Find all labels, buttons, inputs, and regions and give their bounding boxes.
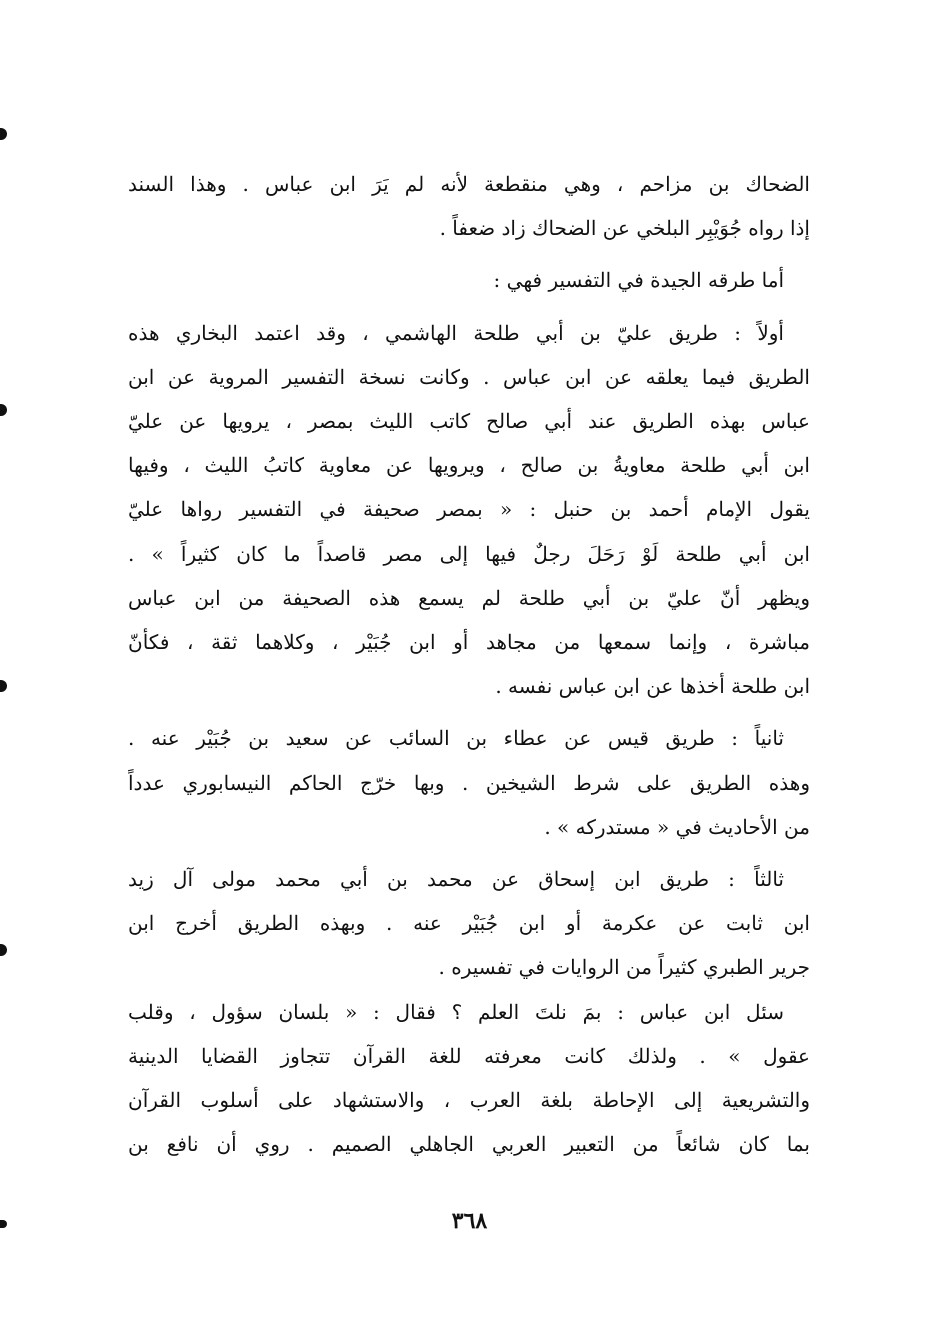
- text-line: من الأحاديث في « مستدركه » .: [544, 814, 810, 839]
- text-line: جرير الطبري كثيراً من الروايات في تفسيره .: [438, 955, 810, 980]
- text-line: ثالثاً : طريق ابن إسحاق عن محمد بن أبي محمد مولى آل زيد: [128, 867, 784, 892]
- text-line: الضحاك بن مزاحم ، وهي منقطعة لأنه لم يَرَ ابن عباس . وهذا السند: [128, 172, 810, 196]
- text-line: يقول الإمام أحمد بن حنبل : « بمصر صحيفة في التفسير رواها عليّ: [128, 497, 810, 522]
- paragraph-third-route: [128, 857, 810, 990]
- text-line: ابن أبي طلحة لَوْ رَحَلَ رجلٌ فيها إلى مصر قاصداً ما كان كثيراً » .: [128, 541, 810, 566]
- body-text: [128, 162, 810, 1166]
- text-line: وهذه الطريق على شرط الشيخين . وبها خرّج الحاكم النيسابوري عدداً: [128, 770, 810, 795]
- text-line: إذا رواه جُوَيْبِر البلخي عن الضحاك زاد ضعفاً .: [439, 216, 810, 241]
- text-line: عباس بهذه الطريق عند أبي صالح كاتب الليث بمصر ، يرويها عن عليّ: [128, 409, 810, 434]
- text-line: ثانياً : طريق قيس عن عطاء بن السائب عن سعيد بن جُبَيْر عنه .: [128, 726, 784, 751]
- binding-mark: [0, 680, 7, 692]
- text-line: ابن ثابت عن عكرمة أو ابن جُبَيْر عنه . وبهذه الطريق أخرج ابن: [128, 911, 810, 936]
- paragraph-isnad-dahhak: [128, 162, 810, 250]
- text-line: سئل ابن عباس : بمَ نلتَ العلم ؟ فقال : « بلسان سؤول ، وقلب: [128, 999, 784, 1024]
- text-line: الطريق فيما يعلقه عن ابن عباس . وكانت نسخة التفسير المروية عن ابن: [128, 364, 810, 389]
- text-line: ابن أبي طلحة معاويةُ بن صالح ، ويرويها عن معاوية كاتبُ الليث ، وفيها: [128, 453, 810, 478]
- text-line: أما طرقه الجيدة في التفسير فهي :: [493, 268, 784, 293]
- text-line: والتشريعية إلى الإحاطة بلغة العرب ، والاستشهاد على أسلوب القرآن: [128, 1088, 810, 1113]
- text-line: بما كان شائعاً من التعبير العربي الجاهلي الصميم . روي أن نافع بن: [128, 1132, 810, 1157]
- binding-mark: [0, 128, 7, 140]
- text-line: ويظهر أنّ عليّ بن أبي طلحة لم يسمع هذه الصحيفة من ابن عباس: [128, 585, 810, 610]
- text-line: مباشرة ، وإنما سمعها من مجاهد أو ابن جُبَيْر ، وكلاهما ثقة ، فكأنّ: [128, 630, 810, 655]
- binding-mark: [0, 404, 7, 416]
- text-line: ابن طلحة أخذها عن ابن عباس نفسه .: [495, 674, 810, 699]
- paragraph-second-route: [128, 716, 810, 849]
- paragraph-first-route: [128, 311, 810, 709]
- paragraph-ibn-abbas-knowledge: [128, 990, 810, 1167]
- text-line: عقول » . ولذلك كانت معرفته للغة القرآن تتجاوز القضايا الدينية: [128, 1043, 810, 1068]
- paragraph-good-routes-intro: [128, 258, 810, 302]
- page-number: ٣٦٨: [451, 1208, 488, 1234]
- text-line: أولاً : طريق عليّ بن أبي طلحة الهاشمي ، وقد اعتمد البخاري هذه: [128, 320, 784, 345]
- binding-mark: [0, 944, 7, 956]
